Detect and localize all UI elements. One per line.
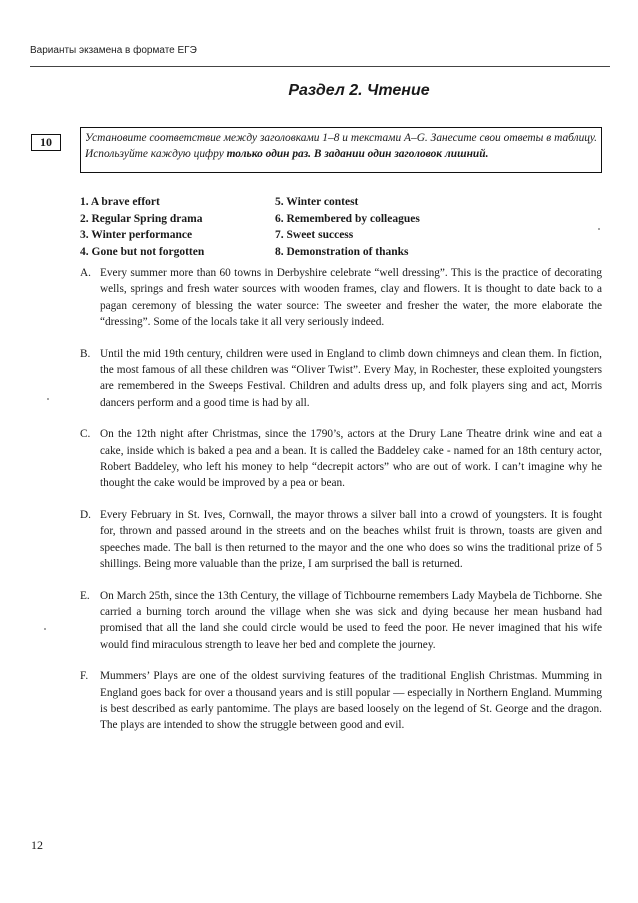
text-body: Every February in St. Ives, Cornwall, the mayor throws a silver ball into a crowd of youngsters. It is fought for, thrown and passed around in the streets and on the beaches whilst fruit is thrown, toasts are given and speeches made. The ball is then returned to the mayor and the one who does so wins the traditional prize of 5 shillings. Being more valuable than the prize, I am surprised the ball is returned. <box>100 508 602 571</box>
text-letter: B. <box>80 347 91 360</box>
header-divider <box>30 66 610 67</box>
heading-item: 6. Remembered by colleagues <box>275 212 420 225</box>
running-header: Варианты экзамена в формате ЕГЭ <box>30 45 197 56</box>
text-letter: C. <box>80 428 91 441</box>
text-letter: E. <box>80 589 90 602</box>
text-body: On March 25th, since the 13th Century, the village of Tichbourne remembers Lady Maybela de Tichborne. She carried a burning torch around the village when she was sick and dying because her mean husband had promised that all the land she could circle would be used to feed the poor. He never imagined that his wife would find miraculous strength to leave her bed and complete the journey. <box>100 589 602 651</box>
headings-column-right <box>275 194 515 260</box>
text-block-e <box>80 588 602 654</box>
scan-speck <box>47 398 49 400</box>
texts-section <box>80 265 602 749</box>
text-letter: D. <box>80 508 91 521</box>
text-body: Until the mid 19th century, children were used in England to climb down chimneys and clean them. In fiction, the most famous of all these children was “Oliver Twist”. Every May, in Rochester, these exploited youngsters are remembered in the Sweeps Festival. Children and adults dress up, and folk players sing and act, Morris dancers perform and a good time is had by all. <box>100 347 602 409</box>
page-number: 12 <box>31 838 43 852</box>
text-block-d <box>80 507 602 573</box>
text-letter: F. <box>80 670 89 683</box>
text-body: Every summer more than 60 towns in Derbyshire celebrate “well dressing”. This is the practice of decorating wells, springs and fresh water sources with wooden frames, clay and flowers. It is thought to date back to a pagan ceremony of blessing the water source: The sweeter and fresher the water, the more elaborate the “dressing”. Some of the locals take it all very seriously indeed. <box>100 267 602 329</box>
scan-speck <box>44 628 46 630</box>
text-block-c <box>80 426 602 492</box>
text-block-f <box>80 668 602 734</box>
instruction-text: Установите соответствие между заголовками 1–8 и текстами A–G. Занесите свои ответы в таблицу. Используйте каждую цифру <box>85 132 597 160</box>
text-body: Mummers’ Plays are one of the oldest surviving features of the traditional English Christmas. Mumming in England goes back for over a thousand years and is still popular — especially in Northern England. Mumming is best described as early pantomime. The plays are based loosely on the legend of St. George and the dragon. The plays are intended to show the struggle between good and evil. <box>100 670 602 732</box>
heading-item: 8. Demonstration of thanks <box>275 245 409 258</box>
heading-item: 7. Sweet success <box>275 229 354 241</box>
heading-item: 3. Winter performance <box>80 229 193 241</box>
scan-speck <box>598 228 600 230</box>
text-block-a <box>80 265 602 331</box>
heading-item: 5. Winter contest <box>275 196 359 208</box>
section-title: Раздел 2. Чтение <box>288 82 430 99</box>
heading-item: 4. Gone but not forgotten <box>80 245 205 258</box>
task-number-badge: 10 <box>31 134 61 151</box>
text-body: On the 12th night after Christmas, since the 1790’s, actors at the Drury Lane Theatre drink wine and eat a cake, inside which is baked a pea and a bean. It is called the Baddeley cake - named for an 18th century actor, Robert Baddeley, who left his money to help “decrepit actors” who are out of work. I can’t imagine why he thought the cake would be improved by a pea or bean. <box>100 428 602 490</box>
text-letter: A. <box>80 267 91 279</box>
heading-item: 2. Regular Spring drama <box>80 212 203 225</box>
text-block-b <box>80 346 602 412</box>
instruction-box <box>80 127 602 173</box>
heading-item: 1. A brave effort <box>80 196 160 208</box>
instruction-emphasis: только один раз. В задании один заголовок лишний. <box>226 148 489 160</box>
